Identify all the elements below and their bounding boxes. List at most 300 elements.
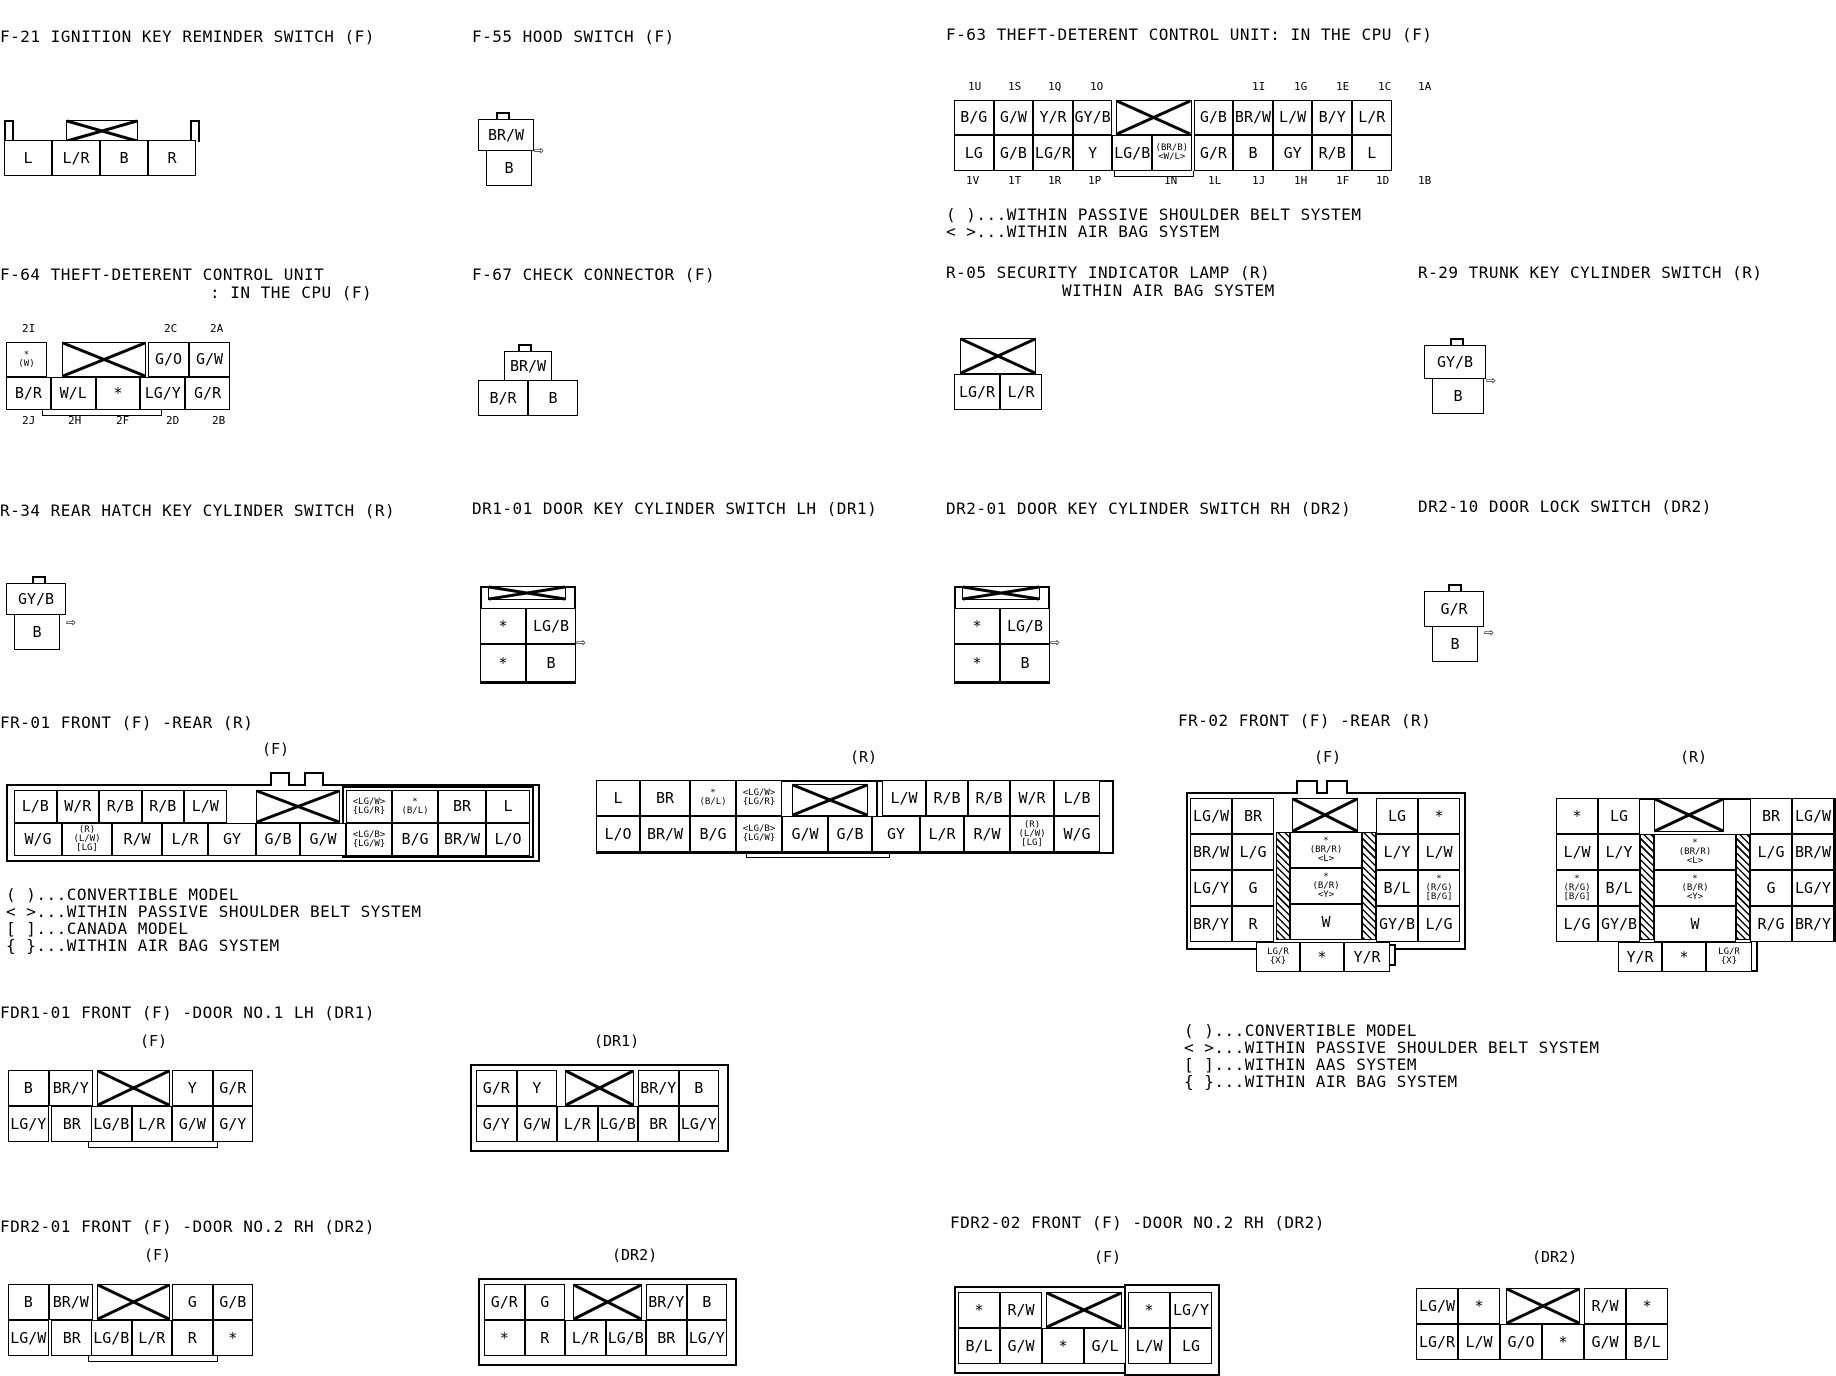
hatched-separator: [1736, 834, 1750, 940]
terminal-cell: B/L: [958, 1328, 1000, 1364]
connector-arrow-icon: ⇨: [1484, 622, 1494, 641]
terminal-cell: *: [1458, 1288, 1500, 1324]
terminal-cell: BR: [640, 780, 690, 816]
terminal-cell: L/O: [486, 823, 530, 856]
connector-arrow-icon: ⇨: [1486, 370, 1496, 389]
terminal-cell: L: [486, 790, 530, 823]
connector-title: FR-02 FRONT (F) -REAR (R): [1178, 711, 1432, 730]
terminal-cell: BR/Y: [1792, 906, 1834, 942]
pin-number: 1B: [1418, 174, 1432, 187]
connector-side-label: (F): [1094, 1248, 1122, 1266]
terminal-cell: R: [148, 140, 196, 176]
terminal-cell: *: [1128, 1292, 1170, 1328]
terminal-cell: G/R: [484, 1284, 525, 1320]
terminal-cell: B: [1233, 135, 1273, 171]
terminal-cell: G/Y: [213, 1106, 254, 1142]
terminal-cell: LG/W: [8, 1320, 49, 1356]
connector-arrow-icon: ⇨: [576, 632, 586, 651]
pin-number: 1D: [1376, 174, 1390, 187]
terminal-cell: L/R: [1000, 374, 1042, 410]
pin-number: 2A: [210, 322, 224, 335]
terminal-cell: G: [525, 1284, 566, 1320]
terminal-cell: L: [596, 780, 640, 816]
blank-terminal-cross: [1116, 100, 1191, 135]
terminal-cell: LG/B: [526, 608, 576, 644]
terminal-cell: * (R/G) [B/G]: [1418, 870, 1460, 906]
terminal-cell: G/W: [1584, 1324, 1626, 1360]
terminal-cell: L/G: [1232, 834, 1274, 870]
cross-mark-icon: [67, 121, 137, 141]
terminal-cell: B: [1432, 626, 1478, 662]
pin-number: 1V: [966, 174, 980, 187]
terminal-cell: G/W: [782, 816, 828, 852]
terminal-cell: L/R: [1352, 100, 1392, 135]
legend-notes: ( )...WITHIN PASSIVE SHOULDER BELT SYSTEM < >...WITHIN AIR BAG SYSTEM: [946, 205, 1362, 241]
pin-number: 2J: [22, 414, 36, 427]
connector-title: DR2-10 DOOR LOCK SWITCH (DR2): [1418, 497, 1712, 516]
terminal-cell: (BR/B) <W/L>: [1152, 135, 1192, 171]
connector-title: F-21 IGNITION KEY REMINDER SWITCH (F): [0, 27, 375, 46]
connector-side-label: (F): [144, 1246, 172, 1264]
terminal-cell: BR/W: [1233, 100, 1273, 135]
terminal-cell: W/G: [14, 823, 62, 856]
cross-mark-icon: [257, 791, 339, 822]
connector-title: FR-01 FRONT (F) -REAR (R): [0, 713, 254, 732]
terminal-cell: LG/R {X}: [1256, 942, 1300, 972]
terminal-cell: G/R: [1424, 591, 1484, 627]
terminal-cell: G/R: [476, 1070, 517, 1106]
connector-subtitle: WITHIN AIR BAG SYSTEM: [1062, 281, 1275, 300]
terminal-cell: BR/Y: [1190, 906, 1232, 942]
terminal-cell: L: [4, 140, 52, 176]
terminal-cell: <LG/W> {LG/R}: [736, 780, 782, 816]
terminal-cell: B/G: [392, 823, 438, 856]
terminal-cell: *: [1626, 1288, 1668, 1324]
blank-terminal-cross: [573, 1284, 642, 1320]
terminal-cell: *: [1300, 942, 1344, 972]
terminal-cell: *: [213, 1320, 254, 1356]
terminal-cell: W: [1290, 904, 1362, 940]
terminal-cell: BR/W: [640, 816, 690, 852]
terminal-cell: L/G: [1418, 906, 1460, 942]
terminal-cell: LG/B: [598, 1106, 639, 1142]
connector-side-label: (F): [262, 740, 290, 758]
blank-terminal-cross: [1292, 798, 1358, 832]
terminal-cell: *: [1662, 942, 1706, 972]
cross-mark-icon: [1293, 799, 1357, 831]
terminal-cell: LG/R: [1033, 135, 1073, 171]
cross-mark-icon: [566, 1071, 633, 1105]
terminal-cell: LG: [954, 135, 994, 171]
terminal-cell: BR/W: [438, 823, 486, 856]
terminal-cell: LG/B: [606, 1320, 647, 1356]
terminal-cell: LG: [1598, 798, 1640, 834]
connector-side-label: (DR2): [612, 1246, 658, 1264]
terminal-cell: G/R: [213, 1070, 254, 1106]
bracket-line: [1114, 171, 1194, 177]
connector-title: F-64 THEFT-DETERENT CONTROL UNIT: [0, 265, 325, 284]
terminal-cell: R/B: [926, 780, 968, 816]
cross-mark-icon: [793, 785, 867, 815]
terminal-cell: *: [954, 644, 1000, 682]
terminal-cell: W/R: [1010, 780, 1054, 816]
pin-number: 2H: [68, 414, 82, 427]
cross-mark-icon: [98, 1285, 169, 1319]
terminal-cell: BR: [51, 1106, 94, 1142]
terminal-cell: GY/B: [1598, 906, 1640, 942]
terminal-cell: B/L: [1376, 870, 1418, 906]
terminal-cell: L/R: [132, 1320, 173, 1356]
terminal-cell: G/B: [213, 1284, 254, 1320]
terminal-cell: B: [1000, 644, 1050, 682]
terminal-cell: L/W: [882, 780, 926, 816]
cross-mark-icon: [98, 1071, 169, 1105]
terminal-cell: R/B: [968, 780, 1010, 816]
blank-terminal-cross: [1046, 1292, 1122, 1328]
connector-title: R-34 REAR HATCH KEY CYLINDER SWITCH (R): [0, 501, 396, 520]
terminal-cell: GY: [872, 816, 920, 852]
pin-number: 1F: [1336, 174, 1350, 187]
terminal-cell: L/G: [1750, 834, 1792, 870]
terminal-cell: GY/B: [1376, 906, 1418, 942]
pin-number: 1L: [1208, 174, 1222, 187]
terminal-cell: L: [1352, 135, 1392, 171]
terminal-cell: BR/W: [1792, 834, 1834, 870]
bracket-line: [42, 410, 162, 416]
bracket-line: [88, 1142, 218, 1148]
connector-title: FDR1-01 FRONT (F) -DOOR NO.1 LH (DR1): [0, 1003, 375, 1022]
terminal-cell: LG/Y: [1792, 870, 1834, 906]
cross-mark-icon: [63, 343, 145, 376]
blank-terminal-cross: [962, 586, 1040, 600]
blank-terminal-cross: [565, 1070, 634, 1106]
terminal-cell: (R) (L/W) [LG]: [62, 823, 112, 856]
terminal-cell: *: [1542, 1324, 1584, 1360]
terminal-cell: R/B: [1312, 135, 1352, 171]
blank-terminal-cross: [1506, 1288, 1580, 1324]
connector-title: R-05 SECURITY INDICATOR LAMP (R): [946, 263, 1271, 282]
pin-number: 1A: [1418, 80, 1432, 93]
cross-mark-icon: [963, 587, 1039, 599]
terminal-cell: R: [525, 1320, 566, 1356]
terminal-cell: GY: [1273, 135, 1313, 171]
terminal-cell: L/W: [1458, 1324, 1500, 1360]
blank-terminal-cross: [960, 338, 1036, 374]
terminal-cell: L/W: [1273, 100, 1313, 135]
terminal-cell: G/W: [172, 1106, 213, 1142]
terminal-cell: GY/B: [6, 583, 66, 615]
terminal-cell: Y/R: [1618, 942, 1662, 972]
terminal-cell: G/O: [148, 342, 189, 377]
terminal-cell: L/O: [596, 816, 640, 852]
connector-lock-tab: [4, 120, 14, 142]
blank-terminal-cross: [62, 342, 146, 377]
terminal-cell: BR/W: [504, 351, 552, 381]
terminal-cell: B: [528, 380, 578, 416]
connector-side-label: (F): [1314, 748, 1342, 766]
terminal-cell: * (B/L): [392, 790, 438, 823]
terminal-cell: G: [172, 1284, 213, 1320]
terminal-cell: L/R: [557, 1106, 598, 1142]
blank-terminal-cross: [792, 784, 868, 816]
terminal-cell: R/W: [1584, 1288, 1626, 1324]
cross-mark-icon: [574, 1285, 641, 1319]
cross-mark-icon: [489, 587, 565, 599]
terminal-cell: R/G: [1750, 906, 1792, 942]
terminal-cell: G/W: [300, 823, 346, 856]
terminal-cell: G: [1232, 870, 1274, 906]
terminal-cell: BR: [1232, 798, 1274, 834]
terminal-cell: B: [679, 1070, 720, 1106]
terminal-cell: * (B/L): [690, 780, 736, 816]
terminal-cell: R/B: [99, 790, 142, 823]
terminal-cell: L/G: [1556, 906, 1598, 942]
blank-terminal-cross: [97, 1284, 170, 1320]
terminal-cell: W/G: [1054, 816, 1100, 852]
terminal-cell: B: [526, 644, 576, 682]
terminal-cell: BR: [646, 1320, 687, 1356]
connector-title: F-63 THEFT-DETERENT CONTROL UNIT: IN THE CPU (F): [946, 25, 1433, 44]
terminal-cell: *: [96, 377, 141, 410]
connector-side-label: (DR2): [1532, 1248, 1578, 1266]
pin-number: 1H: [1294, 174, 1308, 187]
cross-mark-icon: [1117, 101, 1190, 134]
hatched-separator: [1362, 832, 1376, 940]
terminal-cell: G: [1750, 870, 1792, 906]
terminal-cell: B/Y: [1312, 100, 1352, 135]
terminal-cell: Y: [1073, 135, 1113, 171]
terminal-cell: L/Y: [1376, 834, 1418, 870]
hatched-separator: [1276, 832, 1290, 940]
terminal-cell: GY/B: [1073, 100, 1113, 135]
terminal-cell: * (BR/R) <L>: [1290, 832, 1362, 868]
terminal-cell: Y: [172, 1070, 213, 1106]
blank-terminal-cross: [1654, 798, 1724, 832]
terminal-cell: LG/Y: [679, 1106, 720, 1142]
terminal-cell: LG: [1376, 798, 1418, 834]
connector-title: R-29 TRUNK KEY CYLINDER SWITCH (R): [1418, 263, 1763, 282]
cross-mark-icon: [1047, 1293, 1121, 1327]
terminal-cell: (R) (L/W) [LG]: [1010, 816, 1054, 852]
terminal-cell: G/R: [1194, 135, 1234, 171]
terminal-cell: BR: [638, 1106, 679, 1142]
cross-mark-icon: [961, 339, 1035, 373]
terminal-cell: L/B: [14, 790, 57, 823]
blank-terminal-cross: [66, 120, 138, 142]
terminal-cell: LG/W: [1792, 798, 1834, 834]
pin-number: 1P: [1088, 174, 1102, 187]
terminal-cell: B: [14, 614, 60, 650]
connector-title: DR1-01 DOOR KEY CYLINDER SWITCH LH (DR1): [472, 499, 878, 518]
terminal-cell: L/R: [565, 1320, 606, 1356]
terminal-cell: BR/Y: [638, 1070, 679, 1106]
terminal-cell: L/B: [1054, 780, 1100, 816]
terminal-cell: <LG/W> {LG/R}: [346, 790, 392, 823]
terminal-cell: LG/B: [91, 1106, 132, 1142]
terminal-cell: B/L: [1598, 870, 1640, 906]
terminal-cell: B: [100, 140, 148, 176]
terminal-cell: * (W): [6, 342, 47, 377]
blank-terminal-cross: [256, 790, 340, 823]
connector-lock-tab: [1326, 780, 1348, 794]
pin-number: 1S: [1008, 80, 1022, 93]
connector-subtitle: : IN THE CPU (F): [210, 283, 373, 302]
terminal-cell: LG/Y: [140, 377, 185, 410]
terminal-cell: G/Y: [476, 1106, 517, 1142]
terminal-cell: LG: [1170, 1328, 1212, 1364]
terminal-cell: G/W: [189, 342, 230, 377]
terminal-cell: BR/Y: [646, 1284, 687, 1320]
pin-number: 1E: [1336, 80, 1350, 93]
pin-number: 2C: [164, 322, 178, 335]
cross-mark-icon: [1655, 799, 1723, 831]
pin-number: 1O: [1090, 80, 1104, 93]
pin-number: 1Q: [1048, 80, 1062, 93]
terminal-cell: W: [1654, 906, 1736, 942]
pin-number: 1N: [1164, 174, 1178, 187]
terminal-cell: B/L: [1626, 1324, 1668, 1360]
pin-number: 1J: [1252, 174, 1266, 187]
terminal-cell: R/W: [964, 816, 1010, 852]
pin-number: 2F: [116, 414, 130, 427]
blank-terminal-cross: [488, 586, 566, 600]
terminal-cell: L/W: [1556, 834, 1598, 870]
connector-lock-tab: [270, 772, 290, 786]
pin-number: 1G: [1294, 80, 1308, 93]
terminal-cell: LG/R: [954, 374, 1000, 410]
terminal-cell: G/R: [185, 377, 230, 410]
terminal-cell: L/W: [184, 790, 227, 823]
pin-number: 1R: [1048, 174, 1062, 187]
terminal-cell: LG/Y: [1190, 870, 1232, 906]
terminal-cell: G/O: [1500, 1324, 1542, 1360]
pin-number: 2I: [22, 322, 36, 335]
terminal-cell: BR/W: [1190, 834, 1232, 870]
terminal-cell: G/W: [994, 100, 1034, 135]
terminal-cell: R/B: [142, 790, 185, 823]
terminal-cell: Y/R: [1344, 942, 1390, 972]
terminal-cell: B/G: [690, 816, 736, 852]
connector-title: F-67 CHECK CONNECTOR (F): [472, 265, 716, 284]
terminal-cell: BR/W: [49, 1284, 94, 1320]
terminal-cell: B: [8, 1284, 49, 1320]
terminal-cell: GY/B: [1424, 345, 1486, 379]
legend-notes: ( )...CONVERTIBLE MODEL < >...WITHIN PASSIVE SHOULDER BELT SYSTEM [ ]...WITHIN AAS SYSTEM { }...WITHIN AIR BAG SYSTEM: [1184, 1021, 1600, 1091]
terminal-cell: LG/Y: [687, 1320, 728, 1356]
terminal-cell: *: [480, 608, 526, 644]
terminal-cell: L/R: [52, 140, 100, 176]
terminal-cell: LG/R {X}: [1706, 942, 1752, 972]
terminal-cell: G/B: [828, 816, 872, 852]
terminal-cell: R/W: [1000, 1292, 1042, 1328]
connector-title: FDR2-02 FRONT (F) -DOOR NO.2 RH (DR2): [950, 1213, 1325, 1232]
connector-side-label: (R): [1680, 748, 1708, 766]
terminal-cell: LG/W: [1416, 1288, 1458, 1324]
connector-arrow-icon: ⇨: [534, 140, 544, 159]
terminal-cell: *: [1556, 798, 1598, 834]
terminal-cell: G/B: [1194, 100, 1234, 135]
terminal-cell: B: [1432, 378, 1484, 414]
terminal-cell: B: [8, 1070, 49, 1106]
terminal-cell: R: [172, 1320, 213, 1356]
terminal-cell: B: [486, 150, 532, 186]
terminal-cell: * (B/R) <Y>: [1290, 868, 1362, 904]
terminal-cell: BR/Y: [49, 1070, 94, 1106]
connector-title: F-55 HOOD SWITCH (F): [472, 27, 675, 46]
terminal-cell: LG/B: [91, 1320, 132, 1356]
cross-mark-icon: [1507, 1289, 1579, 1323]
terminal-cell: G/B: [994, 135, 1034, 171]
terminal-cell: <LG/B> {LG/W}: [736, 816, 782, 852]
terminal-cell: * (R/G) [B/G]: [1556, 870, 1598, 906]
terminal-cell: BR: [51, 1320, 94, 1356]
terminal-cell: G/W: [517, 1106, 558, 1142]
terminal-cell: LG/Y: [8, 1106, 49, 1142]
terminal-cell: Y: [517, 1070, 558, 1106]
terminal-cell: W/R: [57, 790, 100, 823]
connector-lock-tab: [1296, 780, 1318, 794]
pin-number: 1T: [1008, 174, 1022, 187]
terminal-cell: B/R: [6, 377, 51, 410]
terminal-cell: B: [687, 1284, 728, 1320]
bracket-line: [88, 1356, 218, 1362]
terminal-cell: R/W: [112, 823, 162, 856]
terminal-cell: B/R: [478, 380, 528, 416]
pin-number: 2D: [166, 414, 180, 427]
connector-arrow-icon: ⇨: [1050, 632, 1060, 651]
terminal-cell: LG/B: [1000, 608, 1050, 644]
terminal-cell: L/W: [1418, 834, 1460, 870]
terminal-cell: BR: [1750, 798, 1792, 834]
connector-lock-tab: [304, 772, 324, 786]
terminal-cell: R: [1232, 906, 1274, 942]
connector-side-label: (F): [140, 1032, 168, 1050]
terminal-cell: W/L: [51, 377, 96, 410]
terminal-cell: *: [958, 1292, 1000, 1328]
connector-side-label: (R): [850, 748, 878, 766]
terminal-cell: BR: [438, 790, 486, 823]
terminal-cell: L/W: [1128, 1328, 1170, 1364]
terminal-cell: L/R: [162, 823, 208, 856]
terminal-cell: *: [480, 644, 526, 682]
terminal-cell: L/Y: [1598, 834, 1640, 870]
terminal-cell: LG/B: [1112, 135, 1152, 171]
pin-number: 1U: [968, 80, 982, 93]
terminal-cell: *: [1042, 1328, 1084, 1364]
terminal-cell: LG/W: [1190, 798, 1232, 834]
terminal-cell: * (B/R) <Y>: [1654, 870, 1736, 906]
connector-arrow-icon: ⇨: [66, 612, 76, 631]
connector-title: DR2-01 DOOR KEY CYLINDER SWITCH RH (DR2): [946, 499, 1352, 518]
blank-terminal-cross: [97, 1070, 170, 1106]
terminal-cell: * (BR/R) <L>: [1654, 834, 1736, 870]
terminal-cell: L/R: [132, 1106, 173, 1142]
terminal-cell: L/R: [920, 816, 964, 852]
terminal-cell: G/B: [256, 823, 300, 856]
terminal-cell: G/L: [1084, 1328, 1126, 1364]
terminal-cell: *: [1418, 798, 1460, 834]
pin-number: 1C: [1378, 80, 1392, 93]
terminal-cell: GY: [208, 823, 256, 856]
terminal-cell: BR/W: [478, 119, 534, 151]
hatched-separator: [1640, 834, 1654, 940]
terminal-cell: B/G: [954, 100, 994, 135]
terminal-cell: Y/R: [1033, 100, 1073, 135]
terminal-cell: LG/Y: [1170, 1292, 1212, 1328]
legend-notes: ( )...CONVERTIBLE MODEL < >...WITHIN PASSIVE SHOULDER BELT SYSTEM [ ]...CANADA MODEL { }...WITHIN AIR BAG SYSTEM: [6, 885, 422, 955]
pin-number: 2B: [212, 414, 226, 427]
bracket-line: [746, 852, 890, 858]
